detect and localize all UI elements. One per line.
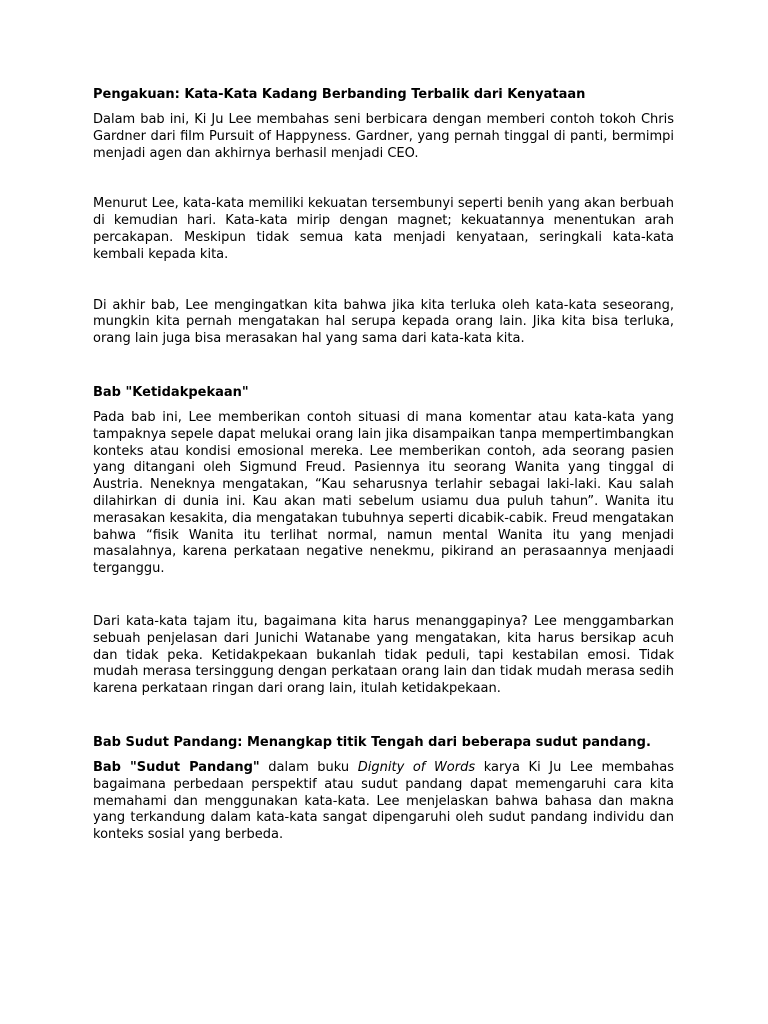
document-page	[93, 86, 674, 844]
paragraph-ketidakpekaan-2: Dari kata-kata tajam itu, bagaimana kita harus menanggapinya? Lee menggambarkan sebuah penjelasan dari Junichi Watanabe yang mengatakan, kita harus bersikap acuh dan tidak peka. Ketidakpekaan bukanlah tidak peduli, tapi kestabilan emosi. Tidak mudah merasa tersinggung dengan perkataan orang lain dan tidak mudah merasa sedih karena perkataan ringan dari orang lain, itulah ketidakpekaan.	[93, 613, 674, 697]
paragraph-pengakuan-3: Di akhir bab, Lee mengingatkan kita bahwa jika kita terluka oleh kata-kata seseorang, mungkin kita pernah mengatakan hal serupa kepada orang lain. Jika kita bisa terluka, orang lain juga bisa merasakan hal yang sama dari kata-kata kita.	[93, 297, 674, 347]
paragraph-spacer	[93, 264, 674, 298]
paragraph-ketidakpekaan-1: Pada bab ini, Lee memberikan contoh situasi di mana komentar atau kata-kata yang tampaknya sepele dapat melukai orang lain jika disampaikan tanpa mempertimbangkan konteks atau kondisi emosional mereka. Lee memberikan contoh, ada seorang pasien yang ditangani oleh Sigmund Freud. Pasiennya itu seorang Wanita yang tinggal di Austria. Neneknya mengatakan, “Kau seharusnya terlahir sebagai laki-laki. Kau salah dilahirkan di dunia ini. Kau akan mati sebelum usiamu dua puluh tahun”. Wanita itu merasakan kesakita, dia mengatakan tubuhnya seperti dicabik-cabik. Freud mengatakan bahwa “fisik Wanita itu terlihat normal, namun mental Wanita itu yang menjadi masalahnya, karena perkataan negative nenekmu, pikirand an perasaannya menjaadi terganggu.	[93, 409, 674, 577]
section-spacer	[93, 698, 674, 734]
bold-lead-text: Bab "Sudut Pandang"	[93, 759, 260, 775]
paragraph-pengakuan-1: Dalam bab ini, Ki Ju Lee membahas seni berbicara dengan memberi contoh tokoh Chris Gardner dari film Pursuit of Happyness. Gardner, yang pernah tinggal di panti, bermimpi menjadi agen dan akhirnya berhasil menjadi CEO.	[93, 112, 674, 161]
paragraph-spacer	[93, 578, 674, 614]
section-spacer	[93, 348, 674, 384]
section-heading-ketidakpekaan: Bab "Ketidakpekaan"	[93, 384, 249, 400]
section-heading-sudut-pandang: Bab Sudut Pandang: Menangkap titik Tengah dari beberapa sudut pandang.	[93, 734, 651, 750]
book-title-italic: Dignity of Words	[357, 759, 476, 775]
section-heading-pengakuan: Pengakuan: Kata-Kata Kadang Berbanding Terbalik dari Kenyataan	[93, 87, 586, 102]
body-text: karya Ki Ju Lee membahas bagaimana perbedaan perspektif atau sudut pandang dapat memengaruhi cara kita memahami dan menggunakan kata-kata. Lee menjelaskan bahwa bahasa dan makna yang terkandung dalam kata-kata sangat dipengaruhi oleh sudut pandang individu dan konteks sosial yang berbeda.	[93, 759, 674, 843]
body-text: dalam buku	[259, 759, 358, 775]
paragraph-pengakuan-2: Menurut Lee, kata-kata memiliki kekuatan tersembunyi seperti benih yang akan berbuah di kemudian hari. Kata-kata mirip dengan magnet; kekuatannya menentukan arah percakapan. Meskipun tidak semua kata menjadi kenyataan, seringkali kata-kata kembali kepada kita.	[93, 196, 674, 262]
paragraph-sudut-pandang	[93, 760, 674, 844]
paragraph-spacer	[93, 162, 674, 196]
